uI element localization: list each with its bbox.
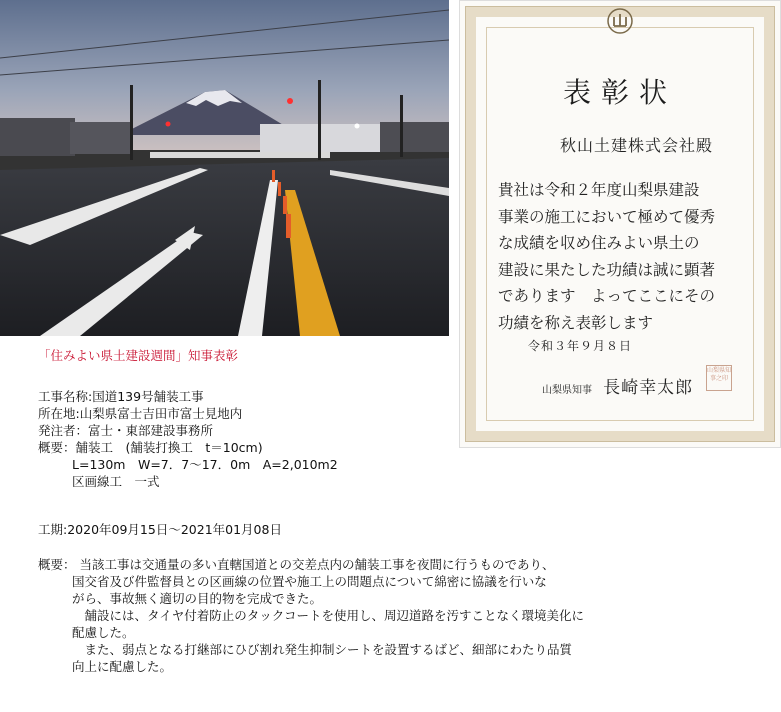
summary-line: 国交省及び件監督員との区画線の位置や施工上の問題点について綿密に協議を行いな: [72, 574, 547, 589]
project-name: 工事名称:国道139号舗装工事: [38, 389, 204, 404]
project-summary: [38, 556, 738, 675]
certificate-recipient: 秋山土建株式会社殿: [560, 136, 714, 155]
signer-name: 長崎幸太郎: [603, 378, 694, 398]
project-overview: 概要：舗装工 (舗装打換工 t＝10cm): [38, 440, 263, 455]
certificate-date: 令和３年９月８日: [528, 339, 633, 353]
summary-line: また、弱点となる打継部にひび割れ発生抑制シートを設置するばど、細部にわたり品質: [72, 642, 573, 657]
summary-line: 配慮した。: [72, 625, 135, 640]
official-seal: 山梨県知事之印: [706, 365, 732, 391]
project-marking: 区画線工 一式: [72, 474, 160, 489]
certificate-body-line: 功績を称え表彰します: [498, 313, 654, 332]
certificate-signature: [542, 373, 693, 398]
summary-line: 舗設には、タイヤ付着防止のタックコートを使用し、周辺道路を汚すことなく環境美化に: [72, 608, 585, 623]
project-location: 所在地:山梨県富士吉田市富士見地内: [38, 406, 243, 421]
prefecture-crest-icon: [605, 6, 635, 36]
summary-line: 向上に配慮した。: [72, 659, 173, 674]
certificate-body: [498, 177, 748, 336]
road-photo: [0, 0, 449, 336]
certificate-body-line: 建設に果たした功績は誠に顕著: [498, 260, 716, 279]
project-dimensions: L=130m W=7．7～17．0m A=2,010m2: [72, 457, 338, 472]
project-info: [38, 388, 338, 490]
summary-line: 概要： 当該工事は交通量の多い直轄国道との交差点内の舗装工事を夜間に行うものであり、: [38, 557, 555, 572]
certificate-body-line: であります よってここにその: [498, 287, 716, 305]
signer-title: 山梨県知事: [542, 385, 592, 396]
award-certificate: [459, 0, 781, 448]
construction-period: 工期:2020年09月15日～2021年01月08日: [38, 522, 282, 537]
certificate-body-line: な成績を収め住みよい県土の: [498, 234, 700, 252]
certificate-title: 表彰状: [562, 76, 677, 109]
certificate-body-line: 貴社は令和２年度山梨県建設: [498, 181, 700, 199]
certificate-body-line: 事業の施工において極めて優秀: [498, 207, 716, 226]
project-client: 発注者：富士・東部建設事務所: [38, 423, 214, 438]
award-caption: 「住みよい県土建設週間」知事表彰: [38, 348, 239, 363]
summary-line: がら、事故無く適切の目的物を完成できた。: [72, 591, 323, 606]
